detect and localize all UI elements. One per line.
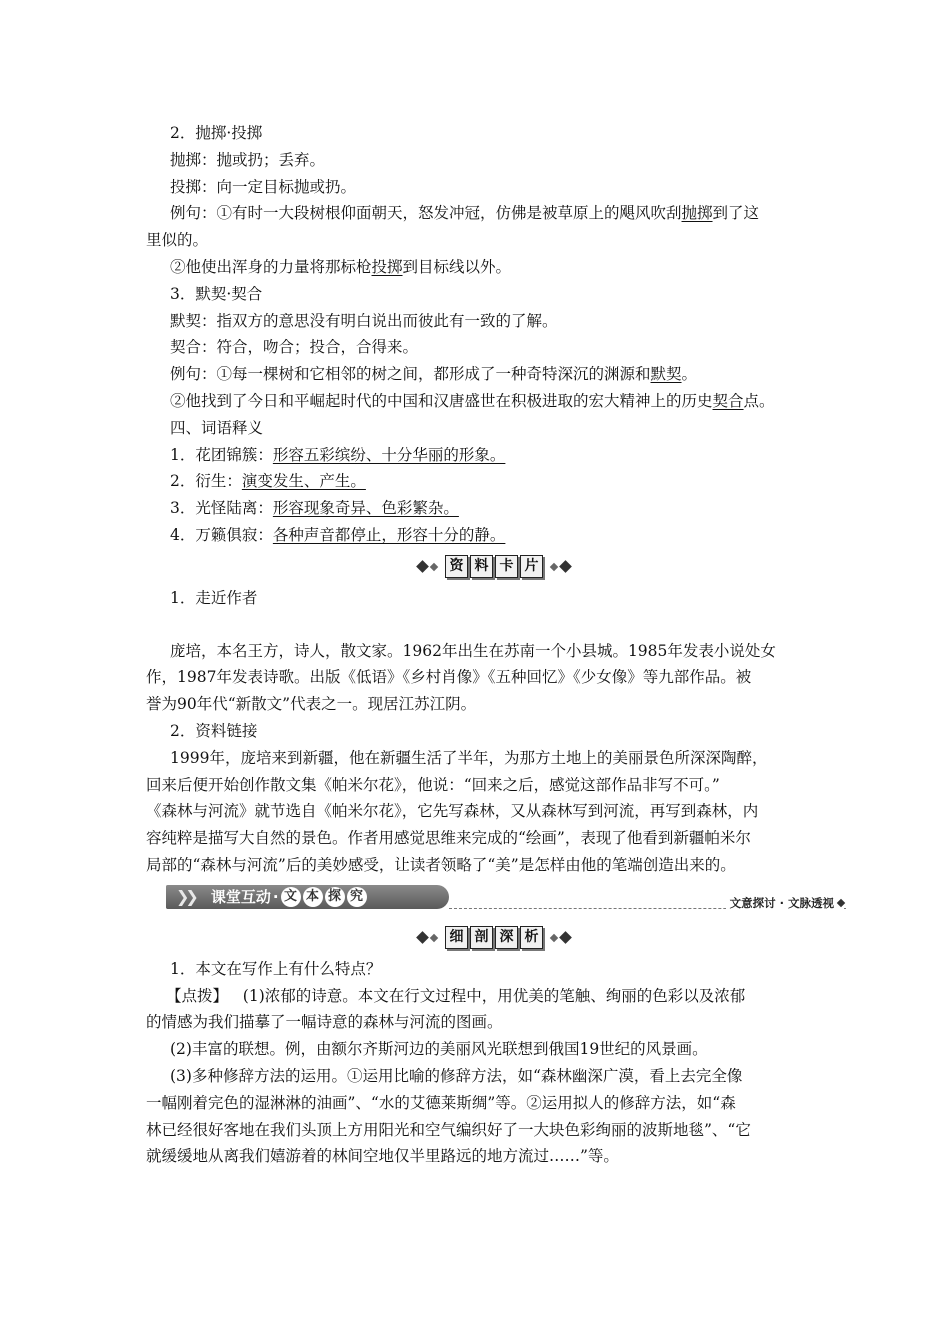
section-2-example-1-cont: 里似的。 xyxy=(146,231,209,250)
section-3-example-1: 例句：①每一棵树和它相邻的树之间，都形成了一种奇特深沉的渊源和默契。 xyxy=(170,365,698,384)
underlined-word: 契合 xyxy=(712,391,744,410)
section-3-def-1: 默契：指双方的意思没有明白说出而彼此有一致的了解。 xyxy=(170,311,558,330)
glossary-item: 2．衍生：演变发生、产生。 xyxy=(170,472,366,491)
section-4-title: 四、词语释义 xyxy=(170,418,264,437)
section-2-example-1: 例句：①有时一大段树根仰面朝天，怒发冲冠，仿佛是被草原上的飓风吹刮抛掷到了这 xyxy=(170,204,760,223)
section-3-title: 3．默契·契合 xyxy=(170,284,263,303)
section-banner: ❯❯ 课堂互动 · 文 本 探 究 文意探讨 · 文脉透视 xyxy=(166,881,846,917)
question-1: 1．本文在写作上有什么特点？ xyxy=(170,959,382,978)
link-title: 2．资料链接 xyxy=(170,721,258,740)
section-2-def-1: 抛掷：抛或扔；丢弃。 xyxy=(170,150,326,169)
author-paragraph: 庞培，本名王方，诗人，散文家。1962年出生在苏南一个小县城。1985年发表小说处女 xyxy=(170,641,776,660)
glossary-item: 1．花团锦簇：形容五彩缤纷、十分华丽的形象。 xyxy=(170,445,506,464)
diamond-ornament-icon xyxy=(418,562,437,571)
author-title: 1．走近作者 xyxy=(170,588,258,607)
section-2-example-2: ②他使出浑身的力量将那标枪投掷到目标线以外。 xyxy=(170,257,512,276)
section-2-def-2: 投掷：向一定目标抛或扔。 xyxy=(170,177,357,196)
banner-subtitle: 文意探讨 · 文脉透视 xyxy=(726,895,844,911)
diamond-icon xyxy=(837,899,845,907)
underlined-word: 抛掷 xyxy=(681,204,713,223)
document-page: 2．抛掷·投掷 抛掷：抛或扔；丢弃。 投掷：向一定目标抛或扔。 例句：①有时一大段树根仰面朝天，怒发冲冠，仿佛是被草原上的飓风吹刮抛掷到了这 里似的。 ②他使出浑身的力量将那标枪投掷到目标线以外。 3．默契·契合 默契：指双方的意思没有明白说出而彼此有一致的了解。 契合：符合，吻合；投合，合得来。 例句：①每一棵树和它相邻的树之间，都形成了一种奇特深沉的渊源和默契。 ②他找到了今日和平崛起时代的中国和汉唐盛世在积极进取的宏大精神上的历史契合点。 四、词语释义 1．花团锦簇：形容五彩缤纷、十分华丽的形象。 2．衍生：演变发生、产生。 3．光怪陆离：形容现象奇异、色彩繁杂。 4．万籁俱寂：各种声音都停止，形容十分的静。 资 料 卡 片 1．走近作者 庞培，本名王方，诗人，散文家。1962年出生在苏南一个小县城。1985年发表小说处女 作，1987年发表诗歌。出版《低语》《乡村肖像》《五种回忆》《少女像》等九部作品。被 誉为90年代“新散文”代表之一。现居江苏江阴。 2．资料链接 1999年，庞培来到新疆，他在新疆生活了半年，为那方土地上的美丽景色所深深陶醉， 回来后便开始创作散文集《帕米尔花》，他说：“回来之后，感觉这部作品非写不可。” 《森林与河流》就节选自《帕米尔花》，它先写森林，又从森林写到河流，再写到森林，内 容纯粹是描写大自然的景色。作者用感觉思维来完成的“绘画”，表现了他看到新疆帕米尔 局部的“森林与河流”后的美妙感受，让读者领略了“美”是怎样由他的笔端创造出来的。 ❯❯ 课堂互动 · 文 本 探 究 文意探讨 · 文脉透视 细 剖 深 析 1．本文在写作上有什么特点？ 【点拨】 (1)浓郁的诗意。本文在行文过程中，用优美的笔触、绚丽的色彩以及浓郁 的情感为我们描摹了一幅诗意的森林与河流的图画。 (2)丰富的联想。例，由额尔齐斯河边的美丽风光联想到俄国19世纪的风景画。 (3)多种修辞方法的运用。①运用比喻的修辞方法，如“森林幽深广漠，看上去完全像 一幅刚着完色的湿淋淋的油画”、“水的艾德莱斯绸”等。②运用拟人的修辞方法，如“森 林已经很好客地在我们头顶上方用阳光和空气编织好了一大块色彩绚丽的波斯地毯”、“它 就缓缓地从离我们嬉游着的林间空地仅半里路远的地方流过……”等。 xyxy=(170,120,818,1170)
glossary-item: 4．万籁俱寂：各种声音都停止，形容十分的静。 xyxy=(170,525,506,544)
card-section-heading: 资 料 卡 片 xyxy=(170,552,818,582)
answer-3: (3)多种修辞方法的运用。①运用比喻的修辞方法，如“森林幽深广漠，看上去完全像 xyxy=(170,1066,743,1085)
link-paragraph: 1999年，庞培来到新疆，他在新疆生活了半年，为那方土地上的美丽景色所深深陶醉， xyxy=(170,748,768,767)
section-3-def-2: 契合：符合，吻合；投合，合得来。 xyxy=(170,338,419,357)
underlined-word: 投掷 xyxy=(371,257,403,276)
section-3-example-2: ②他找到了今日和平崛起时代的中国和汉唐盛世在积极进取的宏大精神上的历史契合点。 xyxy=(170,391,775,410)
answer-2: (2)丰富的联想。例，由额尔齐斯河边的美丽风光联想到俄国19世纪的风景画。 xyxy=(170,1040,708,1059)
analysis-section-heading: 细 剖 深 析 xyxy=(170,923,818,953)
diamond-ornament-icon xyxy=(418,933,437,942)
answer-1: 【点拨】 (1)浓郁的诗意。本文在行文过程中，用优美的笔触、绚丽的色彩以及浓郁 xyxy=(166,986,746,1005)
double-chevron-icon: ❯❯ xyxy=(176,887,195,907)
diamond-ornament-icon xyxy=(551,933,570,942)
section-2-title: 2．抛掷·投掷 xyxy=(170,124,263,142)
diamond-ornament-icon xyxy=(551,562,570,571)
underlined-word: 默契 xyxy=(650,365,682,384)
glossary-item: 3．光怪陆离：形容现象奇异、色彩繁杂。 xyxy=(170,499,459,518)
